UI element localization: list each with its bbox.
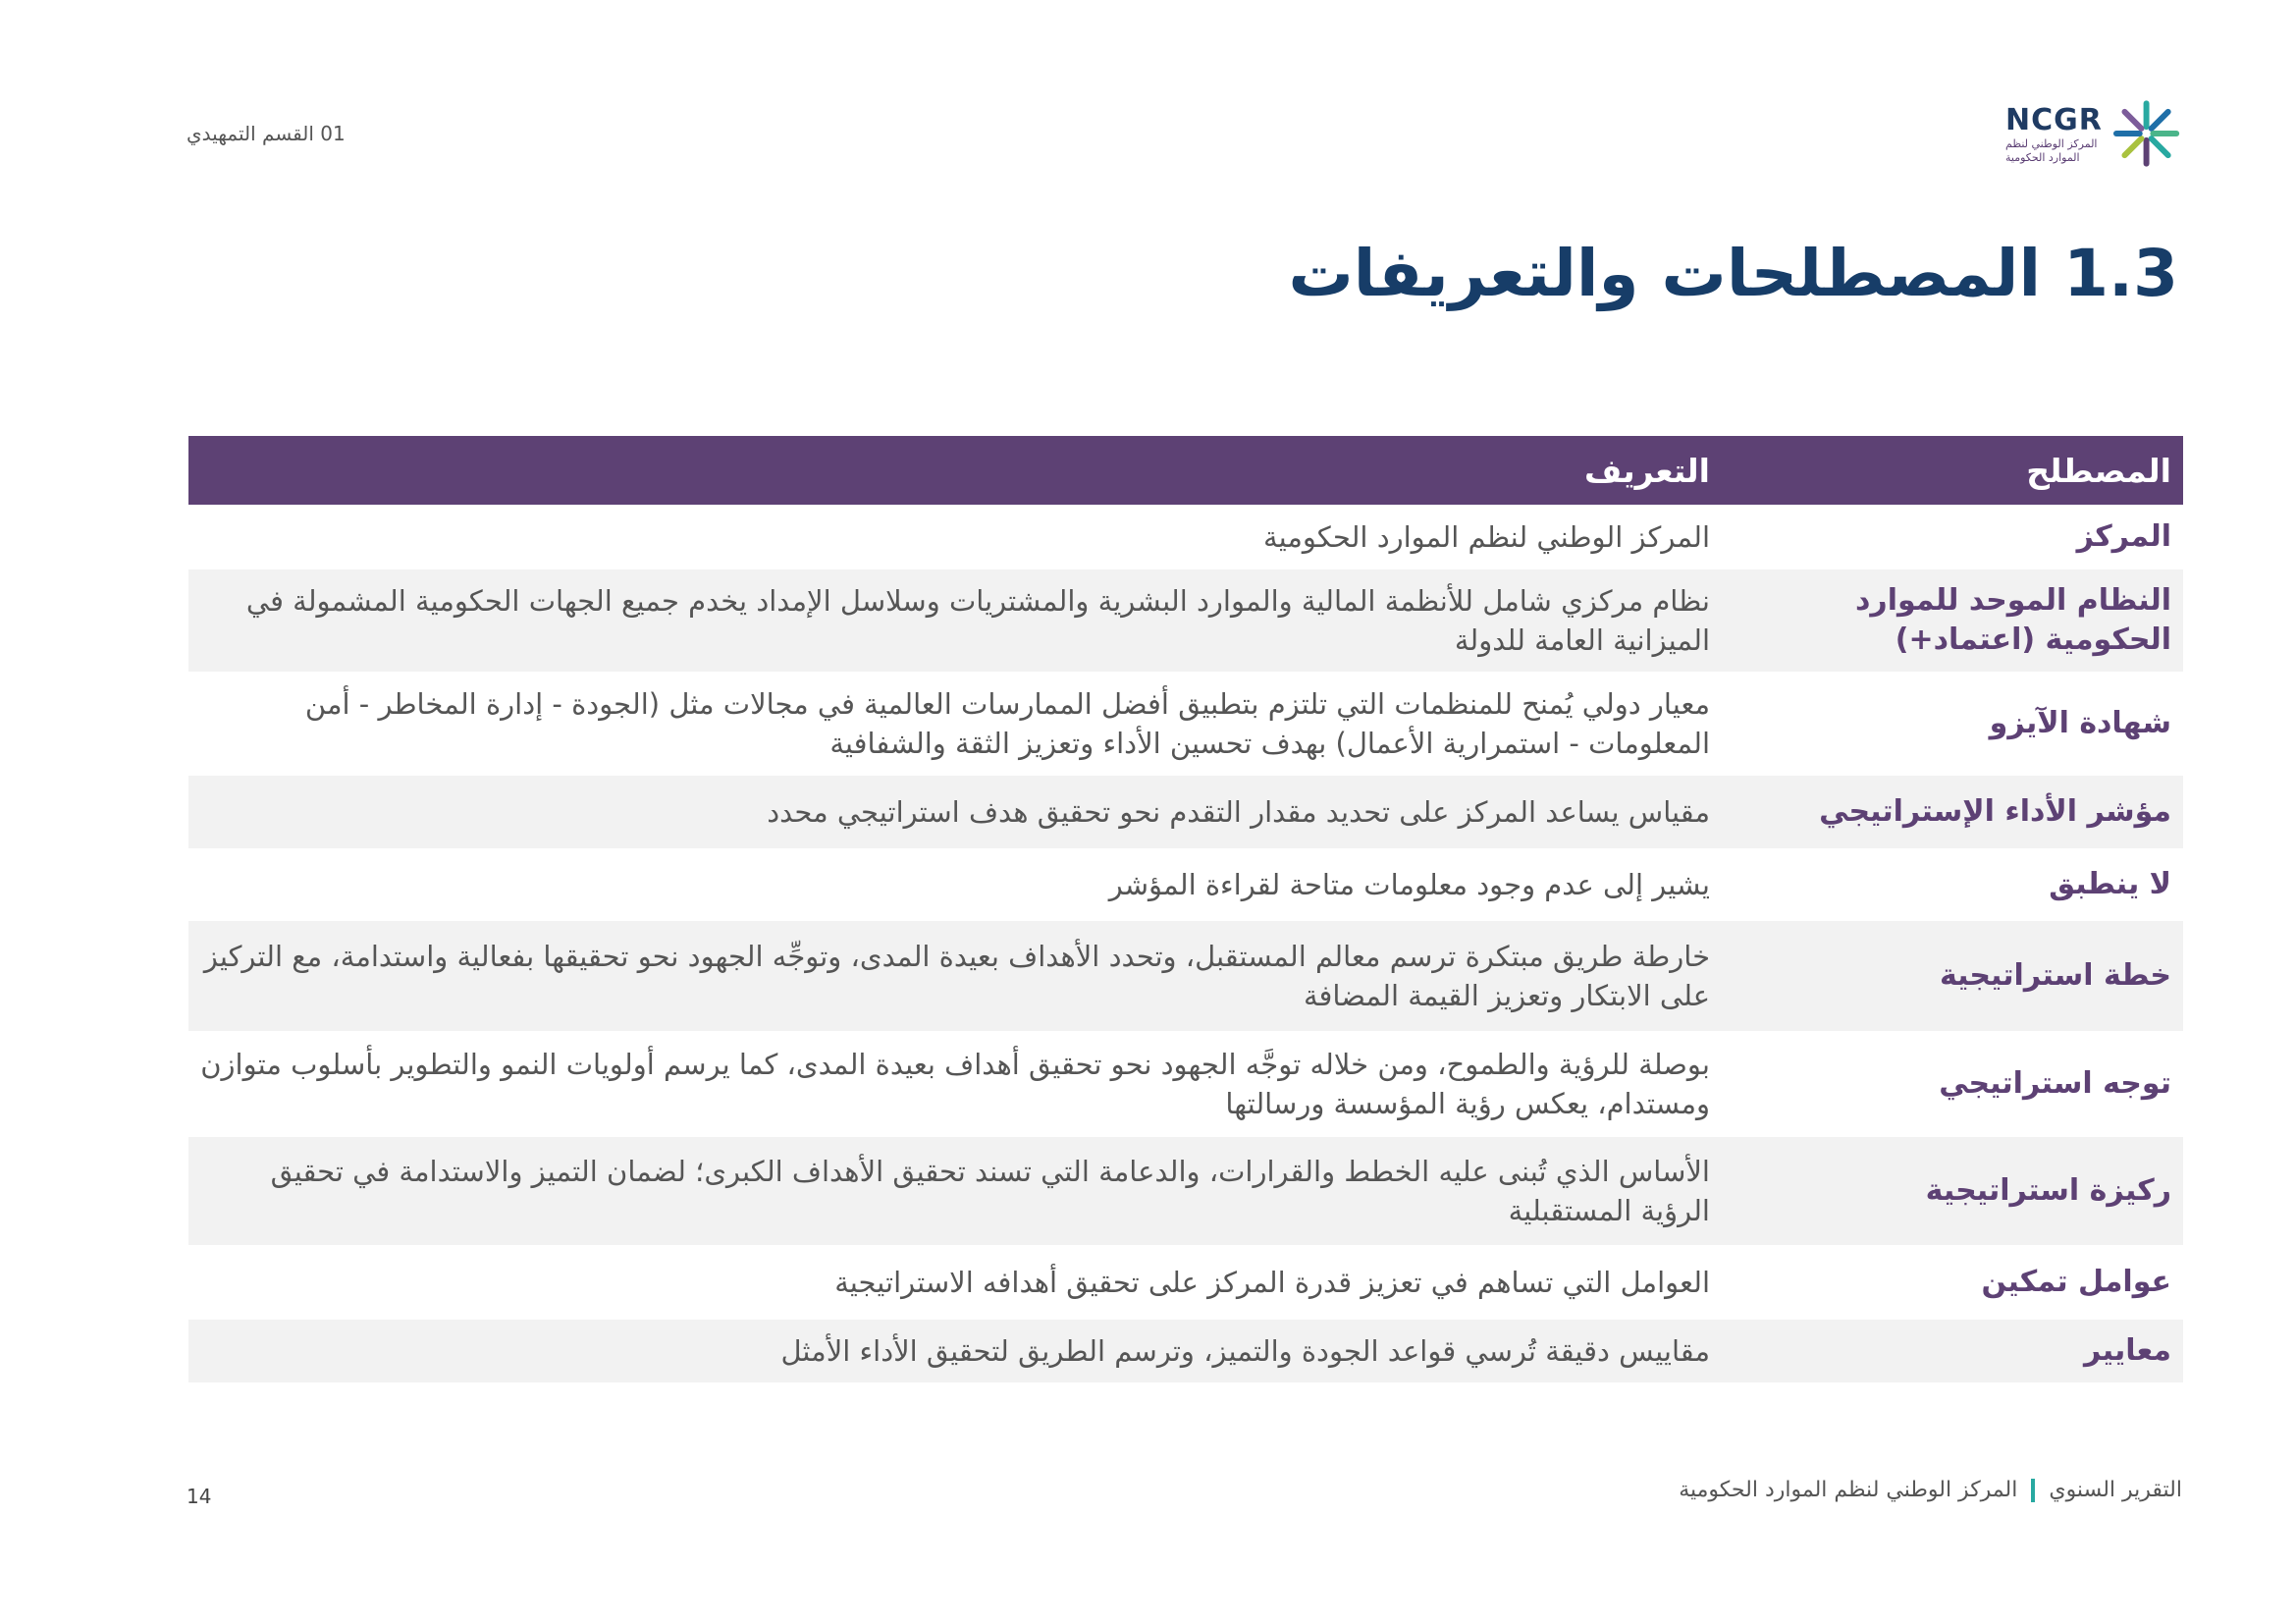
definition-cell: مقياس يساعد المركز على تحديد مقدار التقدم نحو تحقيق هدف استراتيجي محدد	[188, 776, 1722, 848]
footer-report	[1679, 1478, 2182, 1502]
definition-cell: الأساس الذي تُبنى عليه الخطط والقرارات، والدعامة التي تسند تحقيق الأهداف الكبرى؛ لضمان التميز والاستدامة في تحقيق الرؤية المستقبلية	[188, 1137, 1722, 1245]
definition-cell: يشير إلى عدم وجود معلومات متاحة لقراءة المؤشر	[1108, 868, 1710, 901]
header-definition: التعريف	[188, 436, 1722, 505]
section-label: 01 القسم التمهيدي	[187, 122, 346, 145]
footer-center-name: المركز الوطني لنظم الموارد الحكومية	[1679, 1478, 2018, 1502]
definition-cell: معيار دولي يُمنح للمنظمات التي تلتزم بتطبيق أفضل الممارسات العالمية في مجالات مثل (الجودة - إدارة المخاطر - أمن المعلومات - استمرارية الأعمال) بهدف تحسين الأداء وتعزيز الثقة والشفافية	[304, 687, 1710, 760]
definition-cell: خارطة طريق مبتكرة ترسم معالم المستقبل، وتحدد الأهداف بعيدة المدى، وتوجِّه الجهود نحو تحقيقها بفعالية واستدامة، مع التركيز على الابتكار وتعزيز القيمة المضافة	[188, 921, 1722, 1031]
table-row	[188, 1031, 2183, 1137]
table-row	[188, 569, 2183, 672]
term-cell: لا ينطبق	[2049, 867, 2171, 901]
logo-word: NCGR	[2005, 102, 2103, 137]
table-row	[188, 1137, 2183, 1245]
table-row	[188, 672, 2183, 776]
logo-text	[2005, 103, 2103, 165]
terms-table	[188, 436, 2183, 1382]
term-cell: شهادة الآيزو	[1989, 706, 2171, 740]
ncgr-star-logo-icon	[2110, 91, 2182, 176]
table-row	[188, 1320, 2183, 1382]
table-row	[188, 776, 2183, 848]
table-row	[188, 848, 2183, 921]
term-cell: المركز	[2076, 519, 2171, 554]
term-cell: معايير	[1722, 1320, 2183, 1382]
term-cell: النظام الموحد للموارد الحكومية (اعتماد+)	[1722, 569, 2183, 672]
footer-report-label: التقرير السنوي	[2049, 1478, 2182, 1502]
page-title: 1.3 المصطلحات والتعريفات	[1288, 236, 2178, 311]
term-cell: توجه استراتيجي	[1939, 1066, 2171, 1101]
definition-cell: العوامل التي تساهم في تعزيز قدرة المركز على تحقيق أهدافه الاستراتيجية	[834, 1266, 1710, 1299]
term-cell: عوامل تمكين	[1981, 1265, 2171, 1299]
ncgr-logo	[2005, 86, 2182, 181]
definition-cell: نظام مركزي شامل للأنظمة المالية والموارد البشرية والمشتريات وسلاسل الإمداد يخدم جميع الجهات الحكومية المشمولة في الميزانية العامة للدولة	[188, 569, 1722, 672]
definition-cell: المركز الوطني لنظم الموارد الحكومية	[1263, 520, 1710, 554]
table-row	[188, 1245, 2183, 1320]
logo-subtitle-line1: المركز الوطني لنظم	[2005, 136, 2098, 150]
term-cell: مؤشر الأداء الإستراتيجي	[1722, 776, 2183, 848]
table-row	[188, 505, 2183, 569]
table-row	[188, 921, 2183, 1031]
definition-cell: بوصلة للرؤية والطموح، ومن خلاله توجَّه الجهود نحو تحقيق أهداف بعيدة المدى، كما يرسم أولويات النمو والتطوير بأسلوب متوازن ومستدام، يعكس رؤية المؤسسة ورسالتها	[200, 1048, 1710, 1120]
term-cell: ركيزة استراتيجية	[1722, 1137, 2183, 1245]
logo-subtitle-line2: الموارد الحكومية	[2005, 150, 2080, 164]
definition-cell: مقاييس دقيقة تُرسي قواعد الجودة والتميز، وترسم الطريق لتحقيق الأداء الأمثل	[188, 1320, 1722, 1382]
table-header-row	[188, 436, 2183, 505]
footer-separator	[2031, 1479, 2035, 1502]
header-term: المصطلح	[1722, 436, 2183, 505]
term-cell: خطة استراتيجية	[1722, 921, 2183, 1031]
page-number: 14	[187, 1485, 212, 1508]
